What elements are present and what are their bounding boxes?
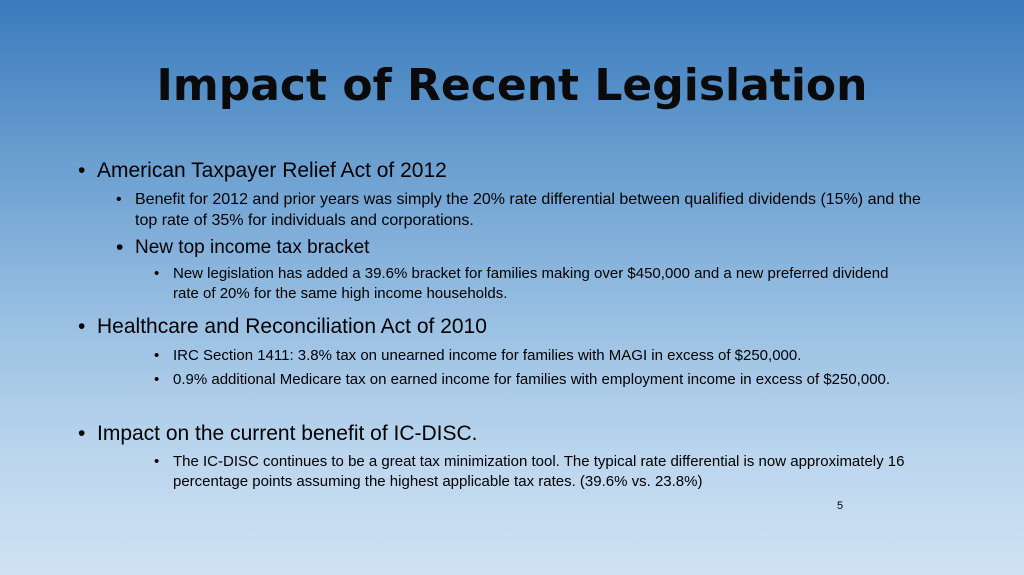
bullet-item bbox=[116, 235, 976, 261]
bullet-item bbox=[154, 452, 914, 492]
bullet-text: Impact on the current benefit of IC-DISC. bbox=[97, 422, 478, 445]
bullet-dot-icon: • bbox=[154, 371, 160, 388]
bullet-text: Healthcare and Reconciliation Act of 2010 bbox=[97, 315, 487, 338]
bullet-text: American Taxpayer Relief Act of 2012 bbox=[97, 159, 447, 182]
bullet-text: 0.9% additional Medicare tax on earned income for families with employment income in excess of $250,000. bbox=[173, 371, 891, 388]
bullet-dot-icon: • bbox=[154, 347, 160, 364]
bullet-item bbox=[154, 370, 914, 410]
bullet-dot-icon: • bbox=[78, 315, 86, 338]
bullet-text: The IC-DISC continues to be a great tax minimization tool. The typical rate differential is now approximately 16 percentage points assuming the highest applicable tax rates. (39.6% vs. 23.8%) bbox=[173, 453, 905, 490]
bullet-dot-icon: • bbox=[154, 453, 160, 470]
bullet-dot-icon: • bbox=[116, 191, 122, 208]
bullet-text: Benefit for 2012 and prior years was simply the 20% rate differential between qualified dividends (15%) and the top rate of 35% for individuals and corporations. bbox=[135, 191, 921, 229]
bullet-dot-icon: • bbox=[116, 236, 124, 259]
bullet-item bbox=[78, 314, 978, 340]
bullet-dot-icon: • bbox=[78, 422, 86, 445]
page-number: 5 bbox=[836, 500, 844, 512]
bullet-text: IRC Section 1411: 3.8% tax on unearned income for families with MAGI in excess of $250,000. bbox=[173, 347, 802, 364]
bullet-dot-icon: • bbox=[154, 265, 160, 282]
bullet-text: New legislation has added a 39.6% bracket for families making over $450,000 and a new preferred dividend rate of 20% for the same high income households. bbox=[173, 265, 889, 302]
bullet-item bbox=[116, 189, 956, 231]
bullet-item bbox=[78, 421, 978, 447]
bullet-text: New top income tax bracket bbox=[135, 237, 370, 258]
bullet-item bbox=[154, 264, 914, 304]
bullet-dot-icon: • bbox=[78, 159, 86, 182]
slide-title: Impact of Recent Legislation bbox=[156, 60, 868, 111]
bullet-item bbox=[154, 346, 914, 366]
bullet-item bbox=[78, 158, 978, 184]
